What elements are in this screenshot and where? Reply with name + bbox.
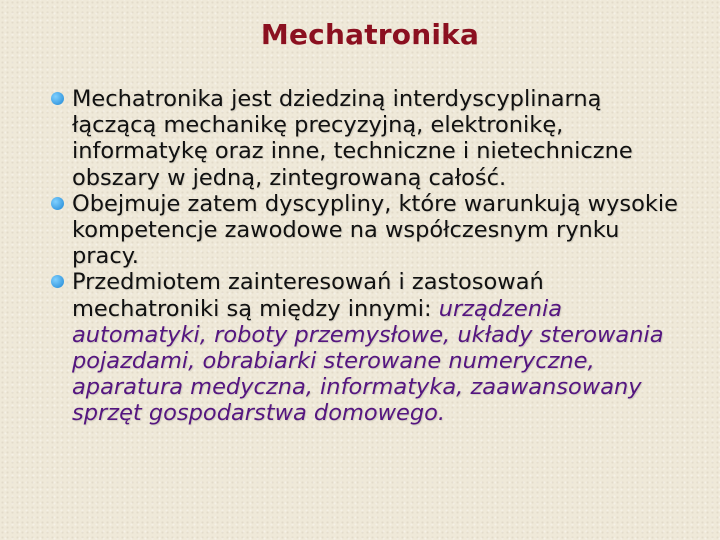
- bullet-list: [0, 86, 720, 427]
- bullet-item-disciplines: [0, 191, 692, 270]
- slide-title: Mechatronika: [260, 18, 480, 51]
- bullet-dot-icon: [51, 92, 64, 105]
- applications-highlight-text: urządzenia automatyki, roboty przemysłowe, układy sterowania pojazdami, obrabiarki sterowane numeryczne, aparatura medyczna, informatyka, zaawansowany sprzęt gospodarstwa domowego.: [72, 295, 664, 427]
- bullet-item-definition: [0, 86, 692, 191]
- bullet-item-applications: [0, 269, 692, 426]
- bullet-text: Przedmiotem zainteresowań i zastosowań mechatroniki są między innymi:: [72, 269, 544, 322]
- bullet-dot-icon: [51, 275, 64, 288]
- bullet-text: Mechatronika jest dziedziną interdyscyplinarną łączącą mechanikę precyzyjną, elektronikę, informatykę oraz inne, techniczne i nietechniczne obszary w jedną, zintegrowaną całość.: [72, 86, 633, 191]
- bullet-dot-icon: [51, 197, 64, 210]
- bullet-text: Obejmuje zatem dyscypliny, które warunkują wysokie kompetencje zawodowe na współczesnym rynku pracy.: [72, 190, 678, 270]
